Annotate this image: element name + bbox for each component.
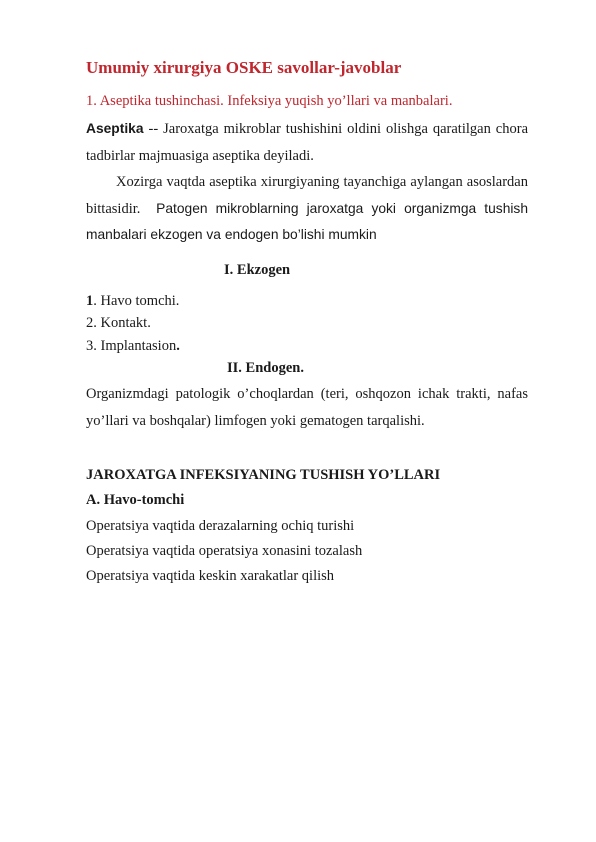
list-item: Operatsiya vaqtida operatsiya xonasini tozalash xyxy=(86,543,363,559)
routes-subheading: A. Havo-tomchi xyxy=(86,492,185,508)
sources-paragraph-sans: Patogen mikroblarning jaroxatga yoki organizmga tushish manbalari ekzogen va endogen bo’lishi mumkin xyxy=(86,200,529,242)
definition-paragraph xyxy=(86,116,528,169)
list-item-end: . xyxy=(176,337,180,354)
sources-paragraph-serif: Xozirga vaqtda aseptika xirurgiyaning tayanchiga aylangan asoslardan bittasidir. xyxy=(86,174,528,217)
list-item-text: 3. Implantasion xyxy=(86,337,177,354)
list-item xyxy=(86,312,528,335)
endogenous-paragraph: Organizmdagi patologik o’choqlardan (teri, oshqozon ichak trakti, nafas yo’llari va boshqalar) limfogen yoki gematogen tarqalishi. xyxy=(86,386,528,429)
list-item-number: 1 xyxy=(86,292,94,309)
document-title: Umumiy xirurgiya OSKE savollar-javoblar xyxy=(86,58,402,77)
list-item: Operatsiya vaqtida derazalarning ochiq turishi xyxy=(86,518,355,534)
document-page xyxy=(86,56,528,589)
list-item: Operatsiya vaqtida keskin xarakatlar qilish xyxy=(86,568,335,584)
routes-heading: JAROXATGA INFEKSIYANING TUSHISH YO’LLARI xyxy=(86,467,441,483)
definition-text: -- Jaroxatga mikroblar tushishini oldini olishga qaratilgan chora tadbirlar majmuasiga aseptika deyiladi. xyxy=(86,121,528,164)
routes-list xyxy=(86,514,528,589)
list-item xyxy=(86,335,528,358)
list-item-text: . Havo tomchi. xyxy=(93,292,180,309)
question-heading: 1. Aseptika tushinchasi. Infeksiya yuqish yo’llari va manbalari. xyxy=(86,93,453,109)
endogenous-heading: II. Endogen. xyxy=(227,360,304,376)
list-item xyxy=(86,290,528,313)
definition-term: Aseptika xyxy=(86,121,144,136)
sources-paragraph xyxy=(86,169,528,249)
exogenous-list xyxy=(86,290,528,358)
list-item-text: 2. Kontakt. xyxy=(86,315,151,331)
exogenous-heading: I. Ekzogen xyxy=(224,261,291,278)
